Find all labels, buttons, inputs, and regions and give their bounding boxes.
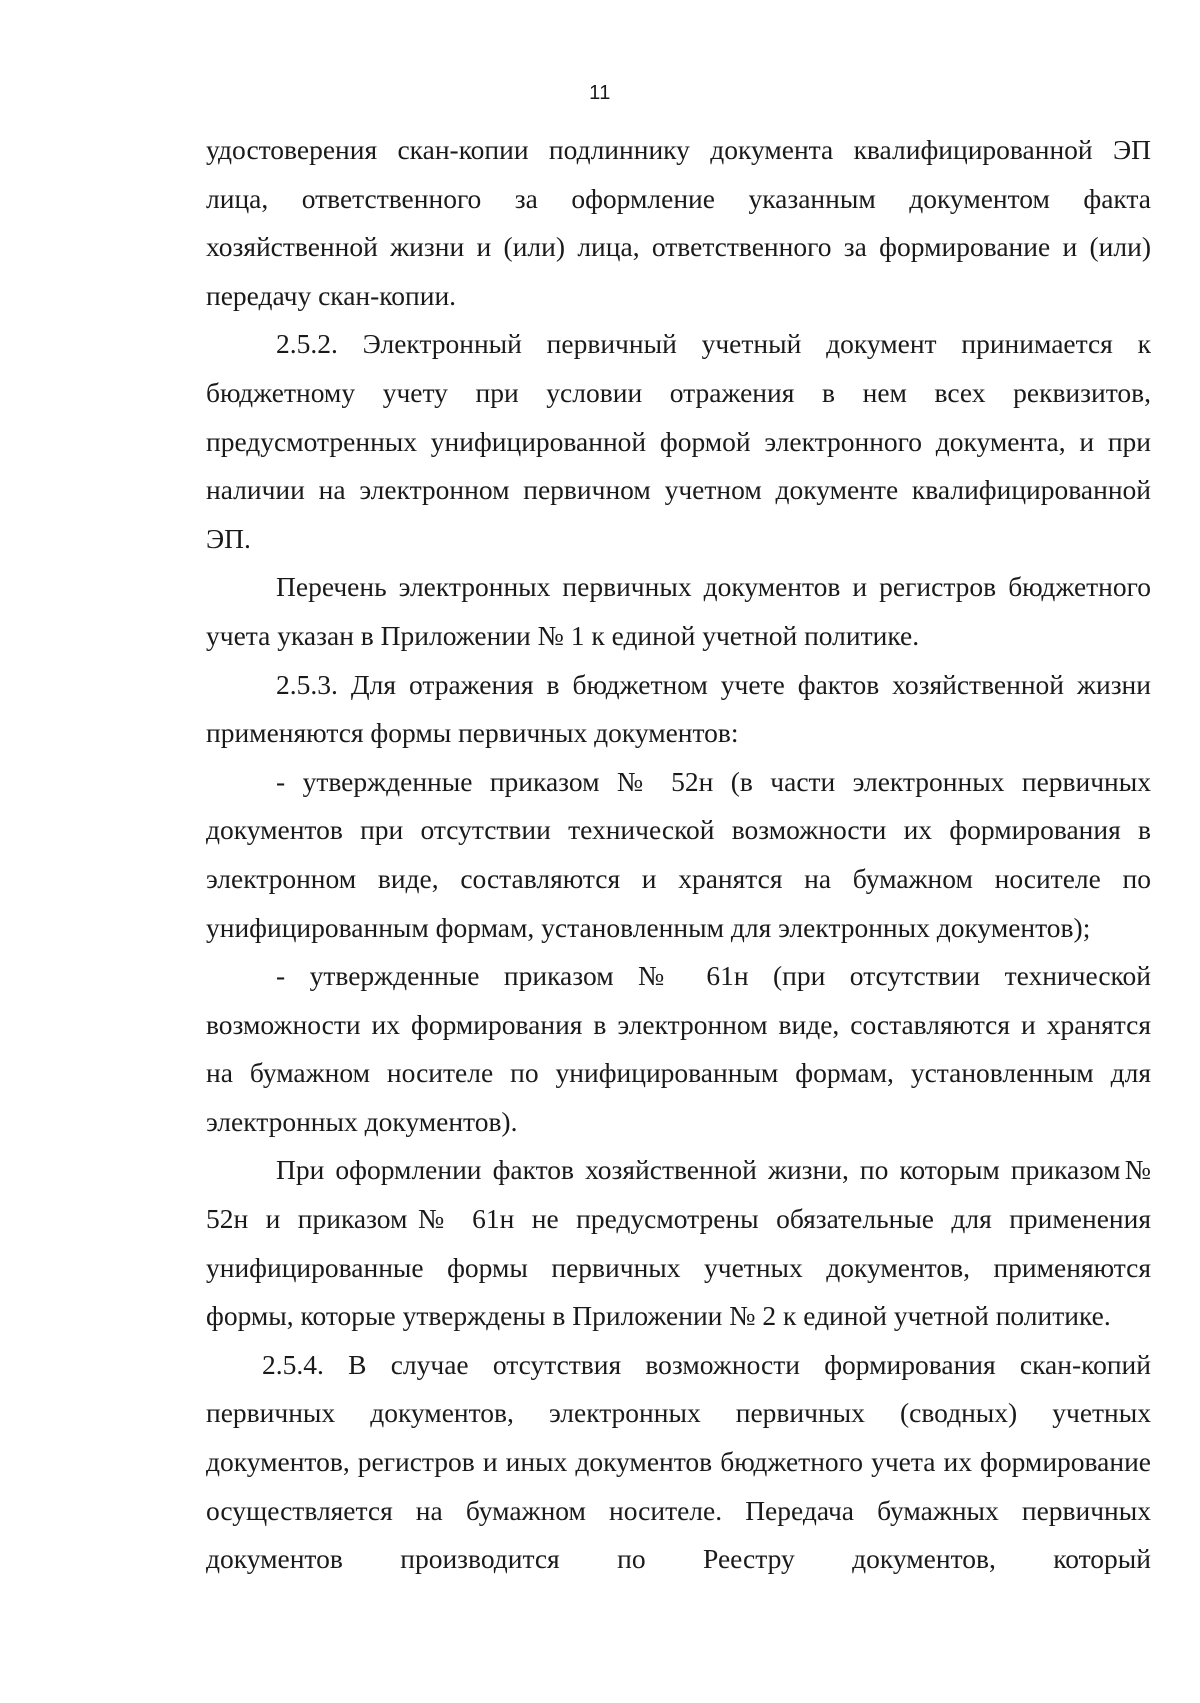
list-item-52n: - утвержденные приказом № 52н (в части электронных первичных документов при отсутствии технической возможности их формирования в электронном виде, составляются и хранятся на бумажном носителе по унифицированным формам, установленным для электронных документов); (206, 765, 1151, 943)
paragraph-list-reference: Перечень электронных первичных документов и регистров бюджетного учета указан в Приложении № 1 к единой учетной политике. (206, 571, 1151, 651)
paragraph-continuation: удостоверения скан-копии подлиннику документа квалифицированной ЭП лица, ответственного за оформление указанным документом факта хозяйственной жизни и (или) лица, ответственного за формирование и (или) передачу скан-копии. (206, 134, 1151, 311)
paragraph-2-5-3: 2.5.3. Для отражения в бюджетном учете фактов хозяйственной жизни применяются формы первичных документов: (206, 668, 1151, 749)
page-number: 11 (589, 82, 611, 104)
list-item-61n: - утвержденные приказом № 61н (при отсутствии технической возможности их формирования в электронном виде, составляются и хранятся на бумажном носителе по унифицированным формам, установленным для электронных документов). (206, 960, 1151, 1137)
paragraph-2-5-4: 2.5.4. В случае отсутствия возможности формирования скан-копий первичных документов, электронных первичных (сводных) учетных документов, регистров и иных документов бюджетного учета их формирование осуществляется на бумажном носителе. Передача бумажных первичных документов производится по Реестру документов, который (206, 1348, 1151, 1575)
paragraph-2-5-2: 2.5.2. Электронный первичный учетный документ принимается к бюджетному учету при условии отражения в нем всех реквизитов, предусмотренных унифицированной формой электронного документа, и при наличии на электронном первичном учетном документе квалифицированной ЭП. (206, 328, 1151, 554)
document-body (206, 126, 1151, 1584)
paragraph-other-forms: При оформлении фактов хозяйственной жизни, по которым приказом№ 52н и приказом№ 61н не предусмотрены обязательные для применения унифицированные формы первичных учетных документов, применяются формы, которые утверждены в Приложении № 2 к единой учетной политике. (206, 1154, 1151, 1332)
